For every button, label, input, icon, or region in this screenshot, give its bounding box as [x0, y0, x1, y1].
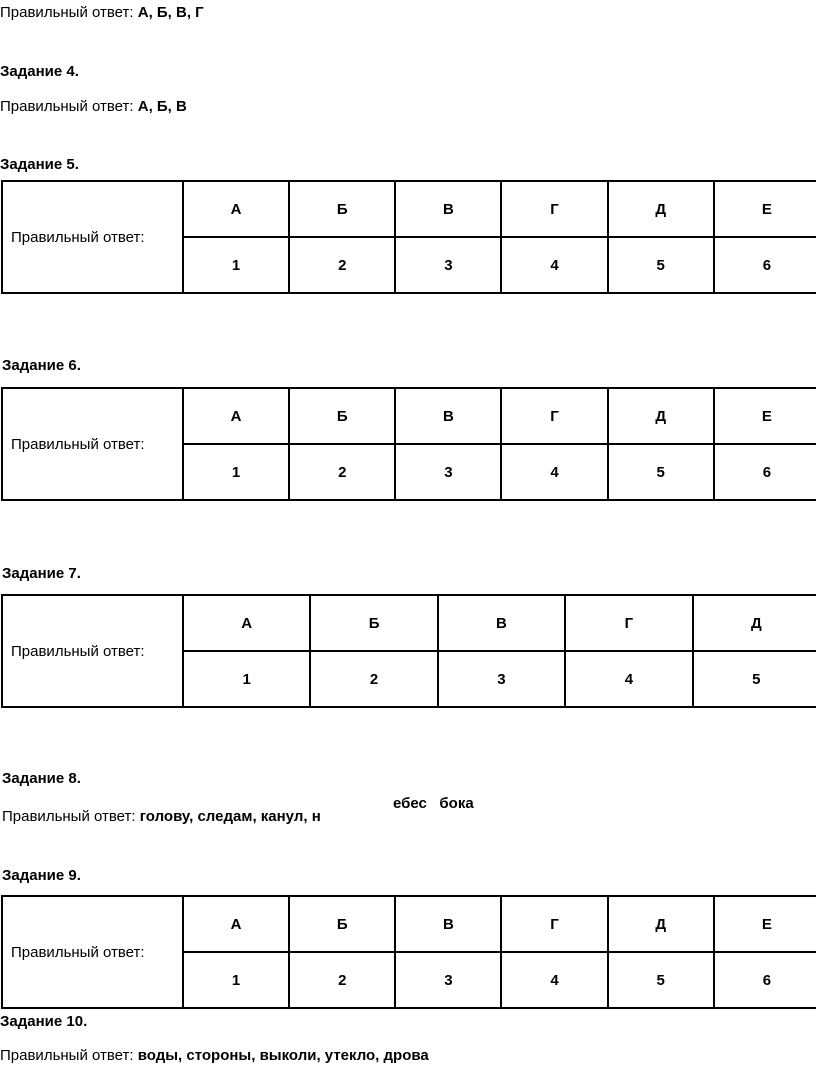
number-cell: 1 [183, 444, 289, 500]
task7-table [1, 594, 816, 708]
number-cell: 4 [501, 952, 607, 1008]
task8-title: Задание 8. [2, 770, 81, 787]
answer-label: Правильный ответ: [2, 808, 136, 825]
letter-cell: Д [608, 388, 714, 444]
task9-table [1, 895, 816, 1009]
letter-cell: Г [501, 896, 607, 952]
answer-label: Правильный ответ: [0, 4, 134, 21]
letter-cell: Д [608, 896, 714, 952]
number-cell: 6 [714, 952, 816, 1008]
task8-answer-part1: голову, следам, канул, н [139, 808, 321, 825]
letter-cell: А [183, 595, 310, 651]
task10-title: Задание 10. [0, 1013, 88, 1030]
task4-answer-line [0, 98, 187, 116]
letter-cell: Е [714, 181, 816, 237]
task10-answer-line [0, 1047, 429, 1065]
task8-answer-line [2, 808, 321, 826]
letter-cell: Д [608, 181, 714, 237]
number-cell: 3 [395, 237, 501, 293]
number-cell: 4 [565, 651, 692, 707]
letter-cell: Г [501, 181, 607, 237]
answer-label-cell: Правильный ответ: [2, 388, 183, 500]
task5-table [1, 180, 816, 294]
letter-cell: В [395, 896, 501, 952]
number-cell: 1 [183, 952, 289, 1008]
task4-answer: А, Б, В [137, 98, 187, 115]
letter-cell: Б [310, 595, 437, 651]
task10-answer: воды, стороны, выколи, утекло, дрова [137, 1047, 429, 1064]
answer-label: Правильный ответ: [0, 1047, 134, 1064]
letter-cell: Г [565, 595, 692, 651]
letter-cell: Б [289, 896, 395, 952]
letter-cell: А [183, 896, 289, 952]
task9-title: Задание 9. [2, 867, 81, 884]
letter-cell: Е [714, 388, 816, 444]
letter-cell: Е [714, 896, 816, 952]
answer-label-cell: Правильный ответ: [2, 595, 183, 707]
answer-label: Правильный ответ: [0, 98, 134, 115]
number-cell: 3 [438, 651, 565, 707]
task6-table [1, 387, 816, 501]
number-cell: 5 [693, 651, 816, 707]
number-cell: 4 [501, 237, 607, 293]
letter-cell: А [183, 181, 289, 237]
number-cell: 2 [289, 952, 395, 1008]
task8-answer-part2: ебес бока [393, 795, 474, 812]
letter-cell: В [395, 388, 501, 444]
task5-title: Задание 5. [0, 156, 79, 173]
letter-cell: Г [501, 388, 607, 444]
task3-answer: А, Б, В, Г [137, 4, 204, 21]
letter-cell: Б [289, 388, 395, 444]
task7-title: Задание 7. [2, 565, 81, 582]
letter-cell: Б [289, 181, 395, 237]
letter-cell: А [183, 388, 289, 444]
number-cell: 4 [501, 444, 607, 500]
number-cell: 1 [183, 237, 289, 293]
number-cell: 2 [289, 444, 395, 500]
answer-label-cell: Правильный ответ: [2, 896, 183, 1008]
letter-cell: В [438, 595, 565, 651]
number-cell: 5 [608, 237, 714, 293]
letter-cell: В [395, 181, 501, 237]
number-cell: 5 [608, 952, 714, 1008]
number-cell: 1 [183, 651, 310, 707]
answer-label-cell: Правильный ответ: [2, 181, 183, 293]
number-cell: 2 [310, 651, 437, 707]
number-cell: 5 [608, 444, 714, 500]
number-cell: 6 [714, 444, 816, 500]
number-cell: 3 [395, 444, 501, 500]
letter-cell: Д [693, 595, 816, 651]
task4-title: Задание 4. [0, 63, 79, 80]
number-cell: 6 [714, 237, 816, 293]
number-cell: 2 [289, 237, 395, 293]
task6-title: Задание 6. [2, 357, 81, 374]
number-cell: 3 [395, 952, 501, 1008]
task3-answer-line [0, 4, 204, 22]
